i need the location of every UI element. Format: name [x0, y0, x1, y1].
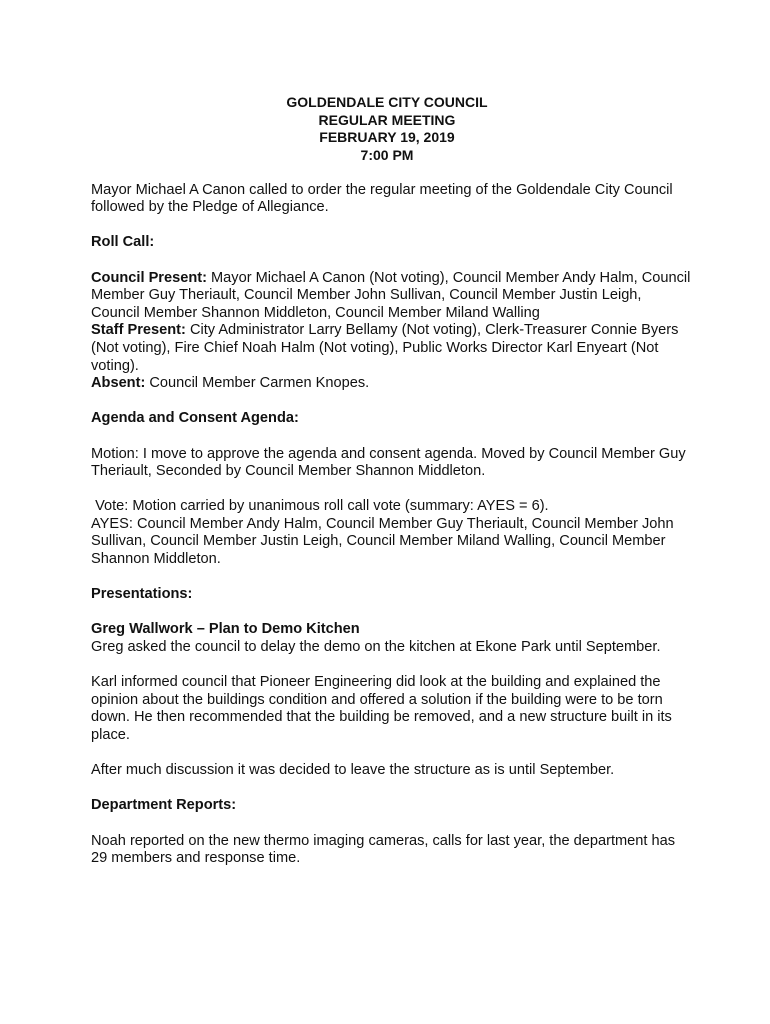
intro-paragraph: Mayor Michael A Canon called to order the regular meeting of the Goldendale City Council followed by the Pledge of Allegiance. [91, 181, 673, 216]
council-present-paragraph [91, 270, 691, 323]
presentation-paragraph-2: Karl informed council that Pioneer Engineering did look at the building and explained the opinion about the buildings condition and offered a solution if the building were to be torn down. He then recommended that the building be removed, and a new structure built in its place. [91, 674, 672, 743]
absent-text: Council Member Carmen Knopes. [145, 375, 370, 392]
agenda-motion: Motion: I move to approve the agenda and consent agenda. Moved by Council Member Guy Theriault, Seconded by Council Member Shannon Middleton. [91, 445, 686, 480]
absent-label: Absent: [91, 375, 146, 392]
agenda-vote: Vote: Motion carried by unanimous roll call vote (summary: AYES = 6). [91, 498, 549, 515]
staff-present-paragraph [91, 322, 691, 375]
presentation-paragraph-3: After much discussion it was decided to leave the structure as is until September. [91, 762, 615, 779]
department-reports-paragraph-1: Noah reported on the new thermo imaging cameras, calls for last year, the department has 29 members and response time. [91, 832, 676, 867]
agenda-heading: Agenda and Consent Agenda: [91, 410, 299, 427]
department-reports-heading: Department Reports: [91, 797, 237, 814]
header-meeting-type: REGULAR MEETING [318, 111, 456, 128]
staff-present-text: City Administrator Larry Bellamy (Not voting), Clerk-Treasurer Connie Byers (Not voting), Fire Chief Noah Halm (Not voting), Public Works Director Karl Enyeart (Not voting). [91, 322, 679, 374]
presentation-paragraph-1: Greg asked the council to delay the demo on the kitchen at Ekone Park until September. [91, 639, 661, 656]
presentation-subheading: Greg Wallwork – Plan to Demo Kitchen [91, 621, 360, 638]
absent-paragraph [91, 375, 691, 393]
presentations-heading: Presentations: [91, 586, 193, 603]
council-present-text: Mayor Michael A Canon (Not voting), Council Member Andy Halm, Council Member Guy Theriault, Council Member John Sullivan, Council Member Justin Leigh, Council Member Shannon Middleton, Council Member Miland Walling [91, 269, 691, 321]
agenda-ayes: AYES: Council Member Andy Halm, Council Member Guy Theriault, Council Member John Sullivan, Council Member Justin Leigh, Council Member Miland Walling, Council Member Shannon Middleton. [91, 515, 674, 568]
header-date: FEBRUARY 19, 2019 [319, 129, 455, 145]
roll-call-heading: Roll Call: [91, 234, 155, 251]
council-present-label: Council Present: [91, 269, 207, 286]
document-page [91, 94, 691, 868]
document-header [83, 94, 691, 164]
header-council-name: GOLDENDALE CITY COUNCIL [286, 94, 488, 110]
header-time: 7:00 PM [360, 146, 414, 163]
staff-present-label: Staff Present: [91, 322, 186, 339]
